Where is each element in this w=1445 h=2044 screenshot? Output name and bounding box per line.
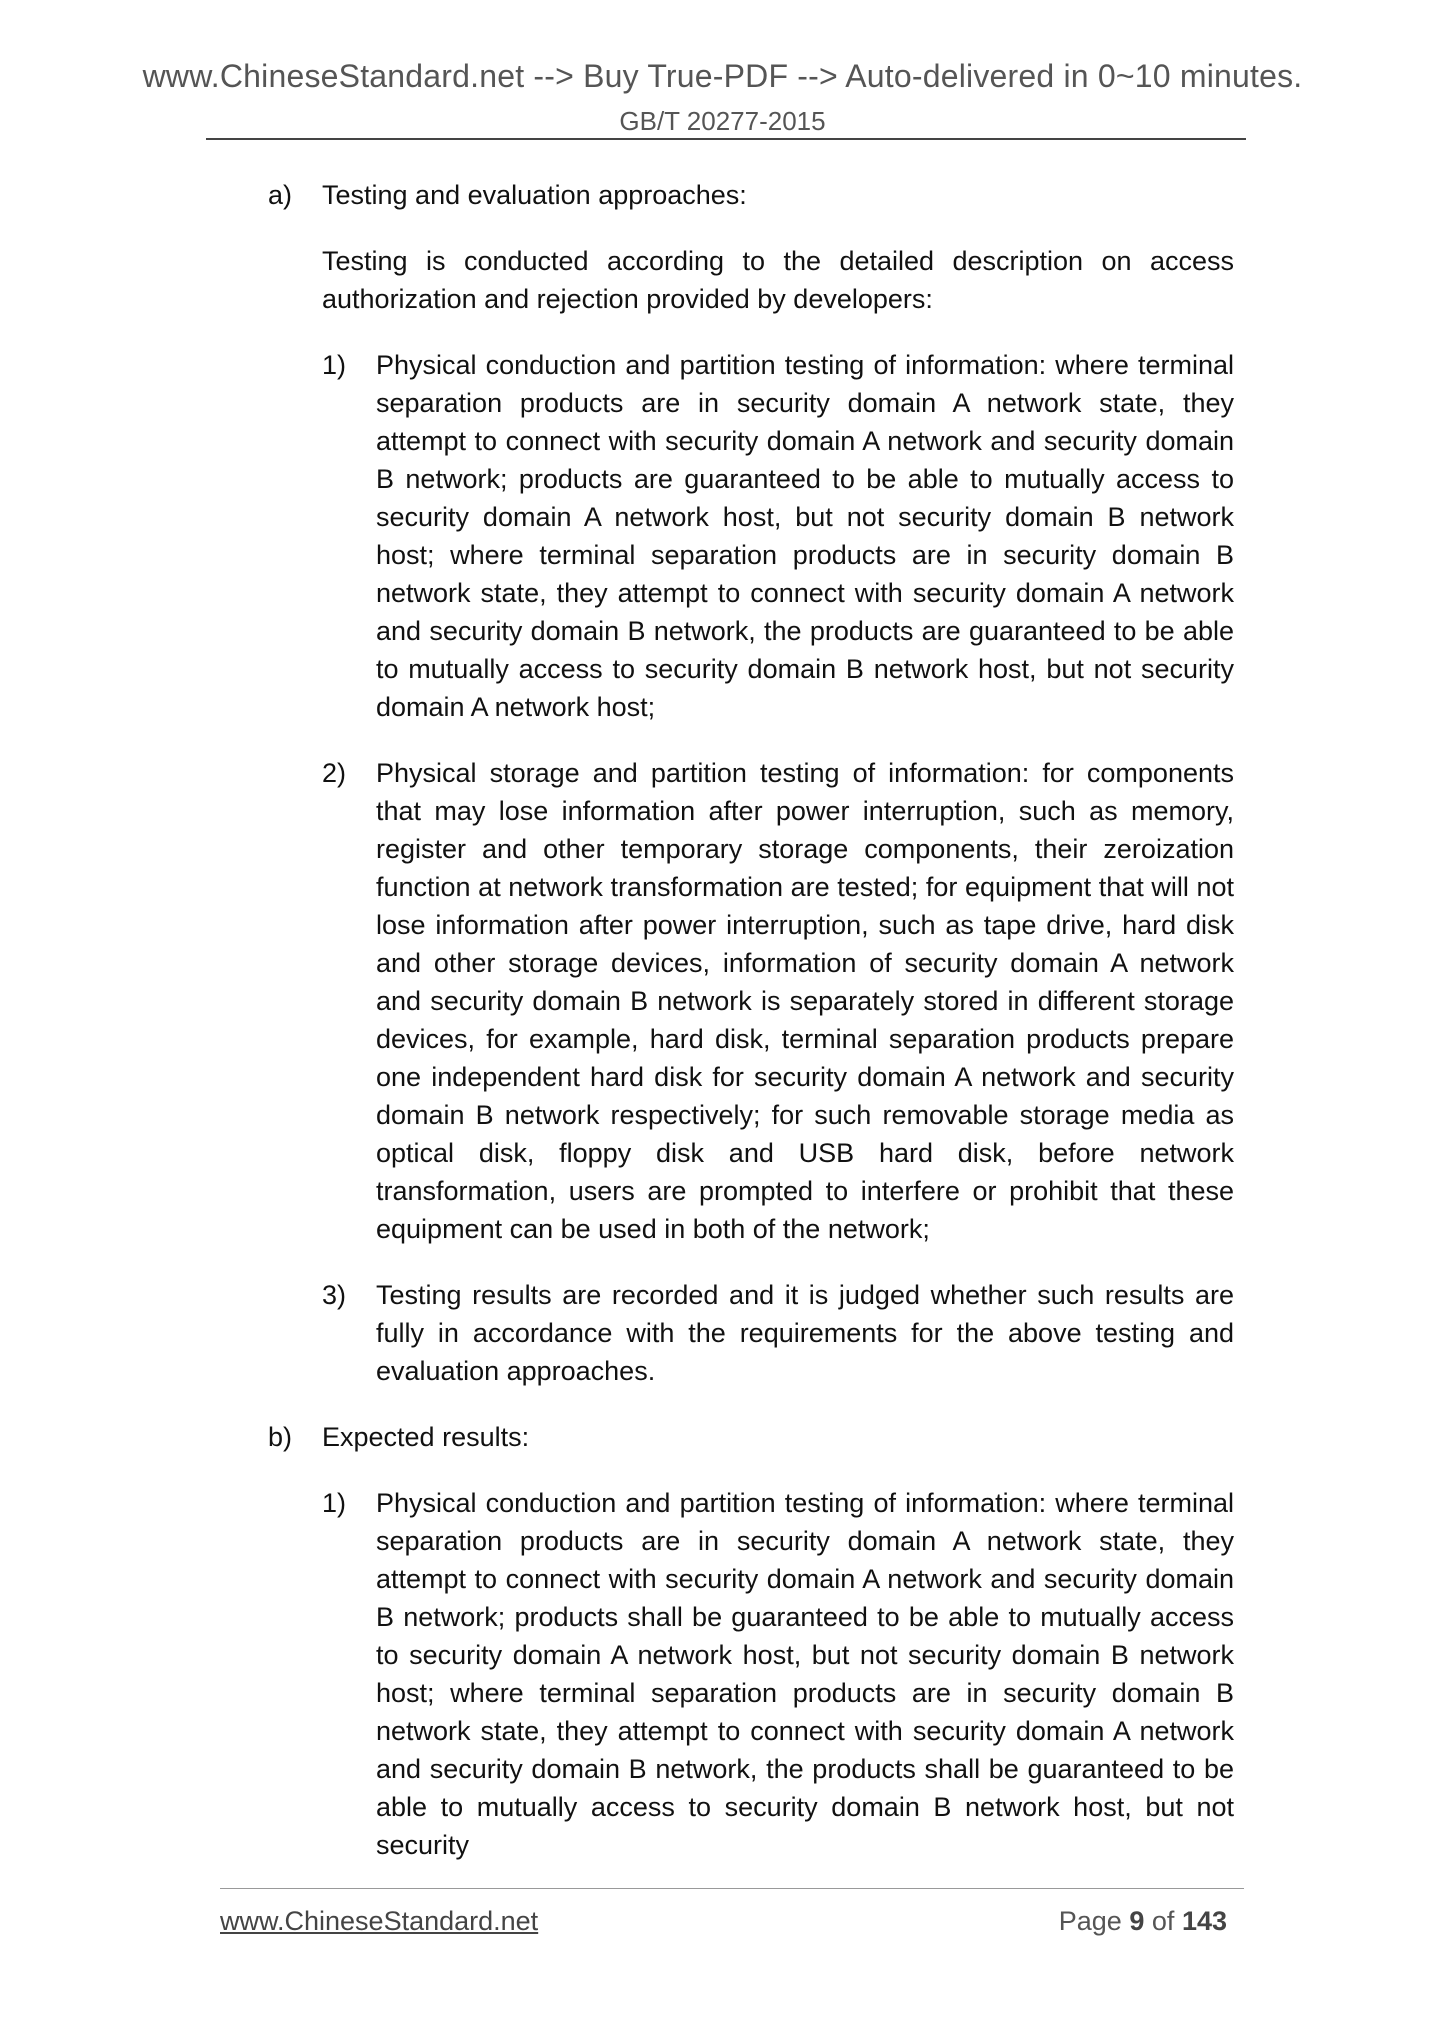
page-indicator bbox=[1059, 1906, 1227, 1937]
section-a-heading bbox=[0, 176, 1234, 214]
item-text: Testing results are recorded and it is judged whether such results are fully in accordance with the requirements for the above testing and evaluation approaches. bbox=[376, 1280, 1234, 1386]
page-current: 9 bbox=[1129, 1906, 1145, 1936]
section-marker: a) bbox=[268, 180, 293, 210]
page-of: of bbox=[1151, 1906, 1175, 1936]
list-item bbox=[0, 1484, 1234, 1864]
section-marker: b) bbox=[268, 1422, 293, 1452]
list-item bbox=[0, 1276, 1234, 1390]
item-marker: 1) bbox=[322, 1488, 347, 1518]
section-b-heading bbox=[0, 1418, 1234, 1456]
document-body bbox=[0, 176, 1445, 1892]
page-prefix: Page bbox=[1058, 1906, 1122, 1936]
item-text: Physical conduction and partition testing of information: where terminal separation products are in security domain A network state, they attempt to connect with security domain A network and security domain B network; products shall be guaranteed to be able to mutually access to security domain A network host, but not security domain B network host; where terminal separation products are in security domain B network state, they attempt to connect with security domain A network and security domain B network, the products shall be guaranteed to be able to mutually access to security domain B network host, but not security bbox=[376, 1488, 1234, 1860]
section-title: Expected results: bbox=[322, 1422, 530, 1452]
standard-code: GB/T 20277-2015 bbox=[619, 106, 826, 136]
item-marker: 2) bbox=[322, 758, 347, 788]
item-text: Physical conduction and partition testing of information: where terminal separation products are in security domain A network state, they attempt to connect with security domain A network and security domain B network; products are guaranteed to be able to mutually access to security domain A network host, but not security domain B network host; where terminal separation products are in security domain B network state, they attempt to connect with security domain A network and security domain B network, the products are guaranteed to be able to mutually access to security domain B network host, but not security domain A network host; bbox=[376, 350, 1234, 722]
section-title: Testing and evaluation approaches: bbox=[322, 180, 747, 210]
footer-site-link[interactable]: www.ChineseStandard.net bbox=[220, 1906, 539, 1936]
page-total: 143 bbox=[1181, 1906, 1227, 1936]
footer-divider bbox=[220, 1888, 1244, 1889]
section-a-intro: Testing is conducted according to the detailed description on access authorization and rejection provided by developers: bbox=[322, 246, 1234, 314]
item-marker: 1) bbox=[322, 350, 347, 380]
item-marker: 3) bbox=[322, 1280, 347, 1310]
item-text: Physical storage and partition testing of information: for components that may lose information after power interruption, such as memory, register and other temporary storage components, their zeroization function at network transformation are tested; for equipment that will not lose information after power interruption, such as tape drive, hard disk and other storage devices, information of security domain A network and security domain B network is separately stored in different storage devices, for example, hard disk, terminal separation products prepare one independent hard disk for security domain A network and security domain B network respectively; for such removable storage media as optical disk, floppy disk and USB hard disk, before network transformation, users are prompted to interfere or prohibit that these equipment can be used in both of the network; bbox=[376, 758, 1234, 1244]
site-banner: www.ChineseStandard.net --> Buy True-PDF --> Auto-delivered in 0~10 minutes. bbox=[142, 58, 1303, 94]
list-item bbox=[0, 754, 1234, 1248]
list-item bbox=[0, 346, 1234, 726]
header-divider bbox=[206, 138, 1246, 140]
